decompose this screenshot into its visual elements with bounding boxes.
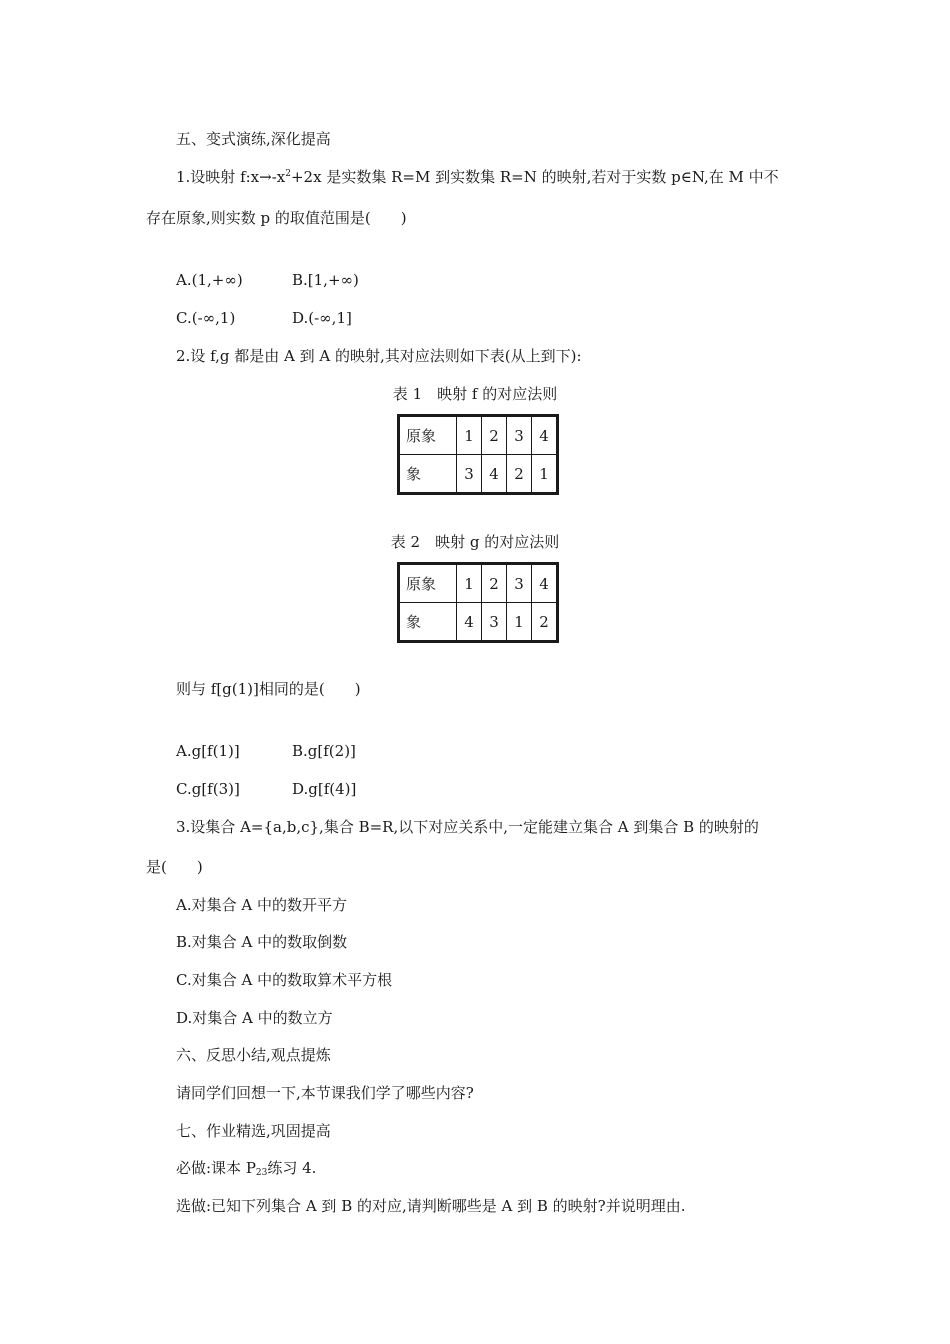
table-cell: 3 [457, 455, 482, 494]
table-cell: 1 [457, 416, 482, 455]
q2-question: 则与 f[g(1)]相同的是( ) [176, 680, 361, 698]
table-cell: 2 [482, 416, 507, 455]
section5-heading: 五、变式演练,深化提高 [176, 130, 331, 148]
q1-option-a: A.(1,+∞) [176, 271, 243, 289]
q1-options-row2 [176, 308, 352, 328]
q1-line1-pre: 1.设映射 f:x→-x [176, 168, 286, 186]
table-cell: 3 [507, 416, 532, 455]
table-cell: 4 [482, 455, 507, 494]
q2-option-b: B.g[f(2)] [292, 742, 356, 760]
table-cell: 4 [457, 603, 482, 642]
q1-option-c: C.(-∞,1) [176, 309, 236, 327]
homework-required-post: 练习 4. [267, 1159, 317, 1177]
section6-heading: 六、反思小结,观点提炼 [176, 1046, 331, 1064]
table1-caption: 表 1 映射 f 的对应法则 [392, 385, 558, 403]
q2-option-a: A.g[f(1)] [176, 742, 240, 760]
q3-option-d: D.对集合 A 中的数立方 [176, 1009, 333, 1027]
table-cell: 象 [399, 455, 457, 494]
q1-line1-post: +2x 是实数集 R=M 到实数集 R=N 的映射,若对于实数 p∈N,在 M 中不 [290, 168, 779, 186]
table2-caption: 表 2 映射 g 的对应法则 [390, 533, 560, 551]
table-cell: 2 [482, 564, 507, 603]
q1-exponent: 2 [285, 169, 291, 179]
q2-options-row2 [176, 779, 357, 799]
table-cell: 4 [532, 416, 558, 455]
table-row [399, 416, 558, 455]
table-cell: 2 [532, 603, 558, 642]
q3-option-a: A.对集合 A 中的数开平方 [176, 896, 347, 914]
table-cell: 3 [482, 603, 507, 642]
q1-options-row1 [176, 270, 359, 290]
table2 [397, 562, 559, 643]
section6-text: 请同学们回想一下,本节课我们学了哪些内容? [176, 1084, 474, 1102]
table-cell: 3 [507, 564, 532, 603]
homework-optional: 选做:已知下列集合 A 到 B 的对应,请判断哪些是 A 到 B 的映射?并说明理由. [176, 1197, 686, 1215]
table-cell: 1 [532, 455, 558, 494]
q1-option-b: B.[1,+∞) [292, 271, 359, 289]
table-cell: 象 [399, 603, 457, 642]
table-row [399, 455, 558, 494]
table-cell: 2 [507, 455, 532, 494]
table1 [397, 414, 559, 495]
table-cell: 4 [532, 564, 558, 603]
q1-option-d: D.(-∞,1] [292, 309, 352, 327]
q2-options-row1 [176, 741, 356, 761]
table-cell: 原象 [399, 416, 457, 455]
table-row [399, 603, 558, 642]
q3-line2: 是( ) [146, 858, 203, 876]
table-cell: 1 [507, 603, 532, 642]
q2-intro: 2.设 f,g 都是由 A 到 A 的映射,其对应法则如下表(从上到下): [176, 347, 582, 365]
q1-line2: 存在原象,则实数 p 的取值范围是( ) [146, 209, 407, 227]
page-subscript: 23 [255, 1168, 268, 1178]
homework-required-pre: 必做:课本 P [176, 1159, 256, 1177]
q3-line1: 3.设集合 A={a,b,c},集合 B=R,以下对应关系中,一定能建立集合 A 到集合 B 的映射的 [176, 818, 759, 836]
table-row [399, 564, 558, 603]
q1-line1 [176, 167, 779, 187]
section7-heading: 七、作业精选,巩固提高 [176, 1122, 331, 1140]
q2-option-d: D.g[f(4)] [292, 780, 357, 798]
homework-required [176, 1158, 316, 1178]
q3-option-b: B.对集合 A 中的数取倒数 [176, 933, 348, 951]
table-cell: 原象 [399, 564, 457, 603]
q3-option-c: C.对集合 A 中的数取算术平方根 [176, 971, 393, 989]
table-cell: 1 [457, 564, 482, 603]
q2-option-c: C.g[f(3)] [176, 780, 240, 798]
